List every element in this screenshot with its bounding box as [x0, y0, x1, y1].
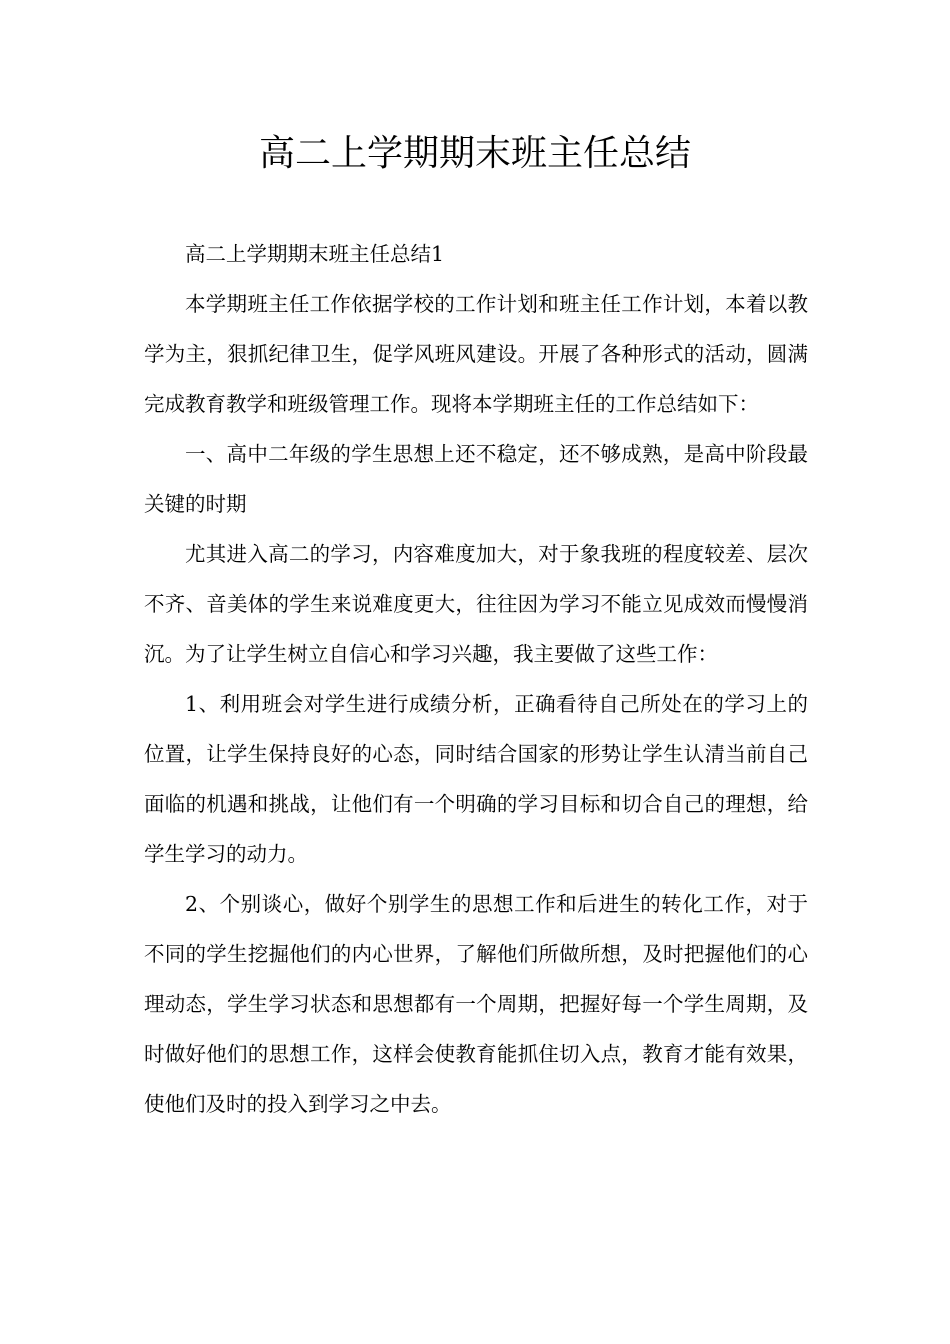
paragraph-subtitle: 高二上学期期末班主任总结1 — [185, 242, 445, 266]
paragraph: 2、个别谈心，做好个别学生的思想工作和后进生的转化工作，对于不同的学生挖掘他们的内心世界，了解他们所做所想，及时把握他们的心理动态，学生学习状态和思想都有一个周期，把握好每一个学生周期，及时做好他们的思想工作，这样会使教育能抓住切入点，教育才能有效果，使他们及时的投入到学习之中去。 — [144, 892, 808, 1116]
paragraph: 1、利用班会对学生进行成绩分析，正确看待自己所处在的学习上的位置，让学生保持良好的心态，同时结合国家的形势让学生认清当前自己面临的机遇和挑战，让他们有一个明确的学习目标和切合自己的理想，给学生学习的动力。 — [144, 692, 808, 866]
paragraph: 一、高中二年级的学生思想上还不稳定，还不够成熟，是高中阶段最关键的时期 — [144, 442, 808, 516]
paragraph: 本学期班主任工作依据学校的工作计划和班主任工作计划，本着以教学为主，狠抓纪律卫生，促学风班风建设。开展了各种形式的活动，圆满完成教育教学和班级管理工作。现将本学期班主任的工作总结如下： — [144, 292, 808, 416]
paragraph: 尤其进入高二的学习，内容难度加大，对于象我班的程度较差、层次不齐、音美体的学生来说难度更大，往往因为学习不能立见成效而慢慢消沉。为了让学生树立自信心和学习兴趣，我主要做了这些工作： — [144, 542, 808, 666]
document-title: 高二上学期期末班主任总结 — [258, 133, 691, 174]
document-body — [144, 229, 808, 1129]
